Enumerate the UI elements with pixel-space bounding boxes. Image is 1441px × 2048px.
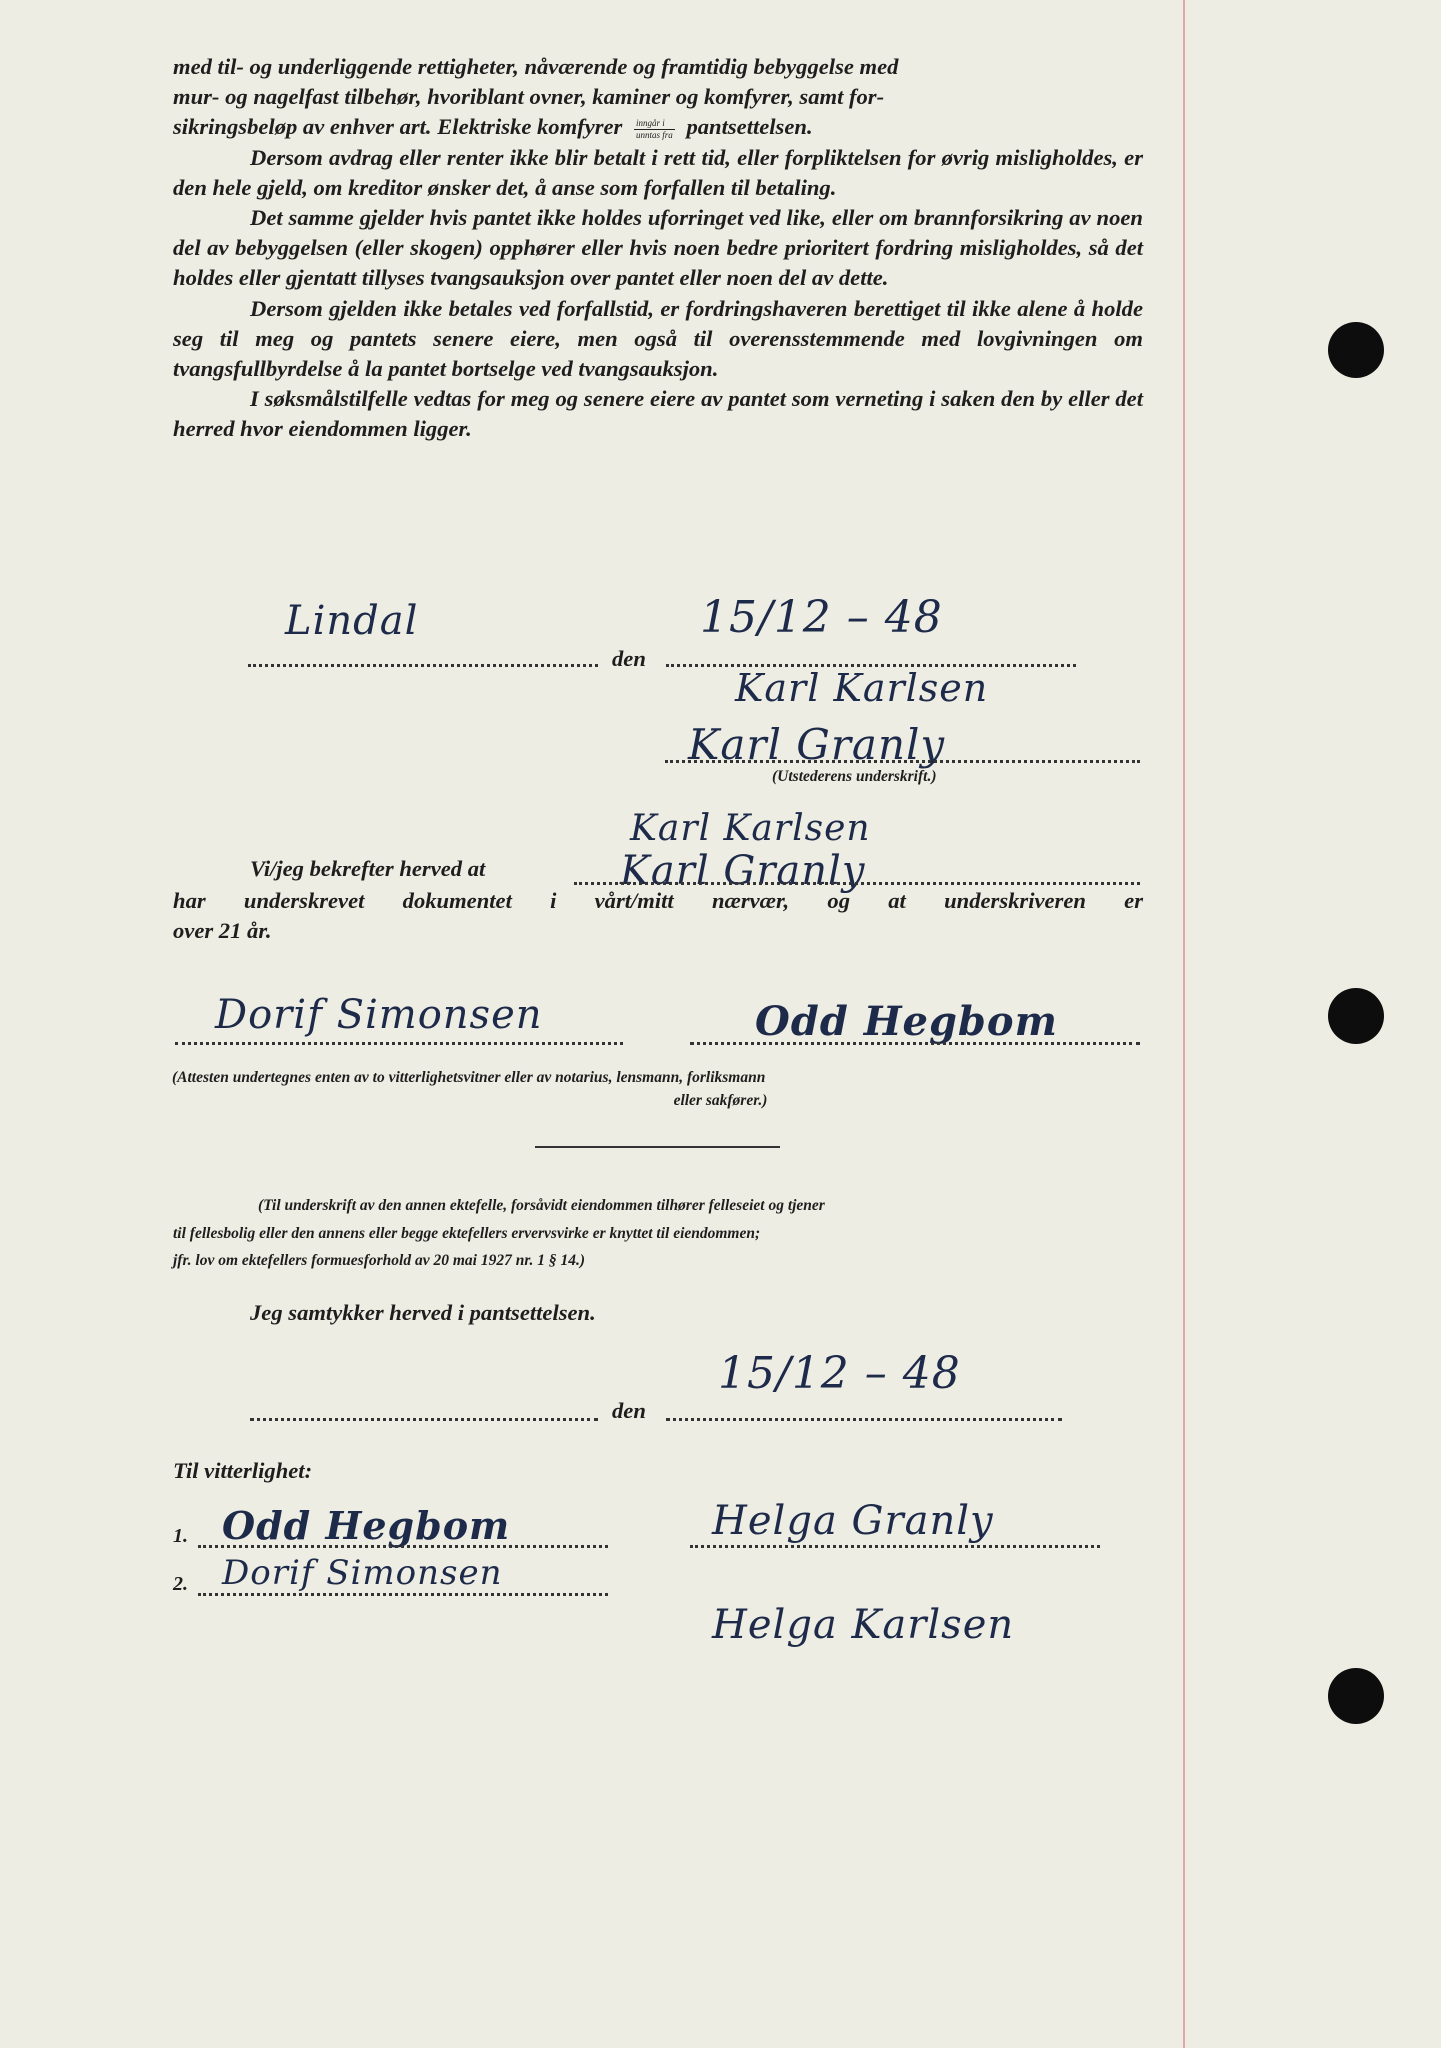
witness-right-dotted-line: [690, 1042, 1140, 1045]
paragraph-5: I søksmålstilfelle vedtas for meg og senere eiere av pantet som verneting i saken den by eller det herred hvor eiendommen ligger.: [173, 386, 1143, 442]
witness-left-dotted-line: [175, 1042, 623, 1045]
margin-line: [1183, 0, 1185, 2048]
handwritten-witness-name-2: Karl Granly: [620, 848, 866, 894]
handwritten-witness-signature-left: Dorif Simonsen: [215, 992, 543, 1038]
handwritten-spouse-signature-2: Helga Karlsen: [712, 1602, 1015, 1648]
paragraph-1-line-1: med til- og underliggende rettigheter, nåværende og framtidig bebyggelse med: [173, 54, 899, 79]
attestation-note-line-1: (Attesten undertegnes enten av to vitterlighetsvitner eller av notarius, lensmann, forliksmann: [172, 1069, 766, 1086]
spouse-consent-text: Jeg samtykker herved i pantsettelsen.: [250, 1300, 596, 1325]
witness-confirm-lead: Vi/jeg bekrefter herved at: [250, 856, 486, 881]
til-vitterlighet-dotted-line-2: [198, 1593, 608, 1596]
handwritten-til-vitterlighet-witness-2: Dorif Simonsen: [222, 1553, 503, 1593]
handwritten-witness-name-1: Karl Karlsen: [630, 808, 871, 849]
spouse-note-line-3: jfr. lov om ektefellers formuesforhold av 20 mai 1927 nr. 1 § 14.): [173, 1252, 586, 1269]
paragraph-2: Dersom avdrag eller renter ikke blir betalt i rett tid, eller forpliktelsen for øvrig misligholdes, er den hele gjeld, om kreditor ønsker det, å anse som forfallen til betaling.: [173, 144, 1143, 200]
spouse-note-line-1: (Til underskrift av den annen ektefelle, forsåvidt eiendommen tilhører felleseiet og tjener: [258, 1197, 825, 1214]
spouse-den-label: den: [612, 1398, 646, 1423]
body-text: [173, 52, 1143, 445]
handwritten-witness-signature-right: Odd Hegbom: [755, 998, 1058, 1045]
fraction-inngar-unntas: [634, 118, 675, 141]
handwritten-signer-name-1: Karl Karlsen: [735, 666, 989, 710]
handwritten-date: 15/12 – 48: [700, 592, 943, 643]
spouse-note-line-2: til fellesbolig eller den annens eller begge ektefellers ervervsvirke er knyttet til eiendommen;: [173, 1225, 761, 1242]
den-label: den: [612, 646, 646, 671]
punch-hole: [1328, 1668, 1384, 1724]
paragraph-4: Dersom gjelden ikke betales ved forfallstid, er fordringshaveren berettiget til ikke alene å holde seg til meg og pantets senere eiere, men også til overensstemmende med lovgivningen om tvangsfullbyrdelse å la pantet bortselge ved tvangsauksjon.: [173, 295, 1143, 382]
paragraph-1-line-3-end: pantsettelsen.: [686, 114, 813, 140]
punch-hole: [1328, 322, 1384, 378]
signature-dotted-line: [665, 760, 1140, 763]
paragraph-1-line-2: mur- og nagelfast tilbehør, hvoriblant ovner, kaminer og komfyrer, samt for-: [173, 84, 885, 110]
issuer-signature-caption: (Utstederens underskrift.): [772, 768, 937, 785]
handwritten-spouse-date: 15/12 – 48: [718, 1348, 961, 1399]
handwritten-spouse-signature-1: Helga Granly: [712, 1498, 994, 1544]
punch-hole: [1328, 988, 1384, 1044]
paragraph-3: Det samme gjelder hvis pantet ikke holdes uforringet ved like, eller om brannforsikring av noen del av bebyggelsen (eller skogen) opphører eller hvis noen bedre prioritert fordring misligholdes, så det holdes eller gjentatt tillyses tvangsauksjon over pantet eller noen del av dette.: [173, 205, 1143, 291]
handwritten-til-vitterlighet-witness-1: Odd Hegbom: [222, 1503, 511, 1548]
spouse-date-dotted-line: [666, 1418, 1062, 1421]
paragraph-1-line-3: [173, 112, 1143, 142]
section-divider: [535, 1146, 780, 1148]
place-dotted-line: [248, 664, 598, 667]
spouse-place-dotted-line: [250, 1418, 598, 1421]
witness-confirm-line-3: over 21 år.: [173, 918, 272, 943]
witness-confirm-line-2: har underskrevet dokumentet i vårt/mitt nærvær, og at underskriveren er: [173, 888, 1143, 913]
til-vitterlighet-dotted-line-1: [198, 1545, 608, 1548]
fraction-denominator: unntas fra: [636, 129, 673, 140]
witness-name-dotted-line: [574, 882, 1140, 885]
witness-number-2: 2.: [173, 1573, 188, 1595]
witness-number-1: 1.: [173, 1525, 188, 1547]
spouse-signature-dotted-line: [690, 1545, 1100, 1548]
fraction-numerator: inngår i: [634, 118, 675, 130]
handwritten-signer-name-2: Karl Granly: [688, 720, 946, 769]
handwritten-place: Lindal: [285, 598, 419, 644]
til-vitterlighet-label: Til vitterlighet:: [173, 1458, 313, 1483]
paragraph-1-line-3-start: sikringsbeløp av enhver art. Elektriske komfyrer: [173, 114, 623, 140]
attestation-note-line-2: eller sakfører.): [673, 1092, 768, 1109]
